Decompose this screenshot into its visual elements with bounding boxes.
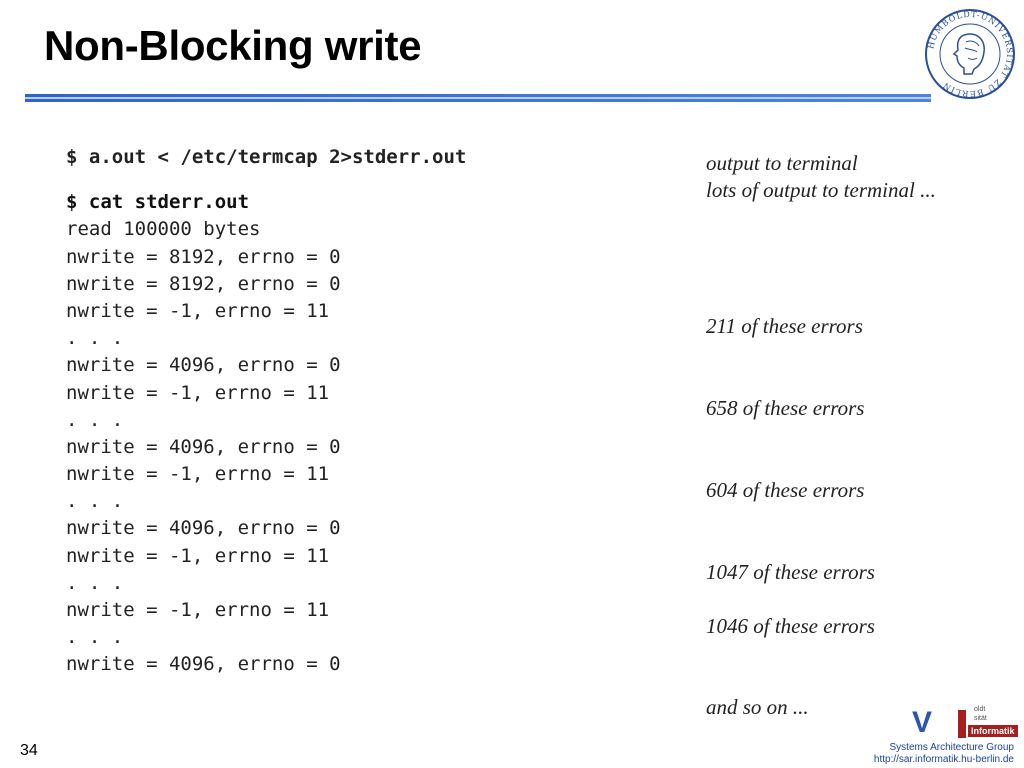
footer-url-link[interactable]: http://sar.informatik.hu-berlin.de [873,754,1014,765]
logo-v-icon: V [912,706,933,739]
annotation-note: lots of output to terminal ... [706,178,936,202]
logo-badge: Informatik [968,725,1018,737]
title-separator [25,94,931,102]
code-line: nwrite = -1, errno = 11 [66,544,330,567]
code-line: . . . [66,408,124,431]
code-line: nwrite = 4096, errno = 0 [66,653,341,676]
university-seal-icon [922,6,1018,102]
footer [874,742,1014,766]
code-line: nwrite = -1, errno = 11 [66,463,330,486]
code-line: nwrite = -1, errno = 11 [66,299,330,322]
code-line: nwrite = 4096, errno = 0 [66,517,341,540]
annotation-note: 604 of these errors [706,478,865,502]
slide-title: Non-Blocking write [44,22,422,69]
annotation-note: 1047 of these errors [706,560,875,584]
footer-group-name: Systems Architecture Group [889,742,1014,753]
code-line: nwrite = -1, errno = 11 [66,599,330,621]
code-line: . . . [66,571,124,594]
logo-small-text: sität [974,715,987,722]
logo-small-text: oldt [974,706,986,713]
code-line: $ a.out < /etc/termcap 2>stderr.out [66,146,467,168]
informatik-logo [912,700,1016,740]
code-line: nwrite = 4096, errno = 0 [66,354,341,377]
code-line: $ cat stderr.out [66,191,250,214]
annotation-note: and so on ... [706,695,809,719]
logo-bar-icon [958,710,966,738]
code-line: nwrite = 8192, errno = 0 [66,245,341,268]
code-line: . . . [66,327,124,350]
page-number: 34 [20,742,38,759]
terminal-output [66,144,546,679]
code-line: . . . [66,490,124,513]
code-line: nwrite = 8192, errno = 0 [66,272,341,295]
annotation-note: output to terminal [706,151,858,175]
annotation-note: 658 of these errors [706,396,865,420]
annotation-note: 211 of these errors [706,314,863,338]
annotation-note: 1046 of these errors [706,614,875,638]
seal-text: HUMBOLDT-UNIVERSITÄT ZU BERLIN [925,8,1016,100]
code-line: nwrite = -1, errno = 11 [66,381,330,404]
code-line: nwrite = 4096, errno = 0 [66,435,341,458]
code-line: read 100000 bytes [66,218,261,241]
code-line: . . . [66,626,124,649]
